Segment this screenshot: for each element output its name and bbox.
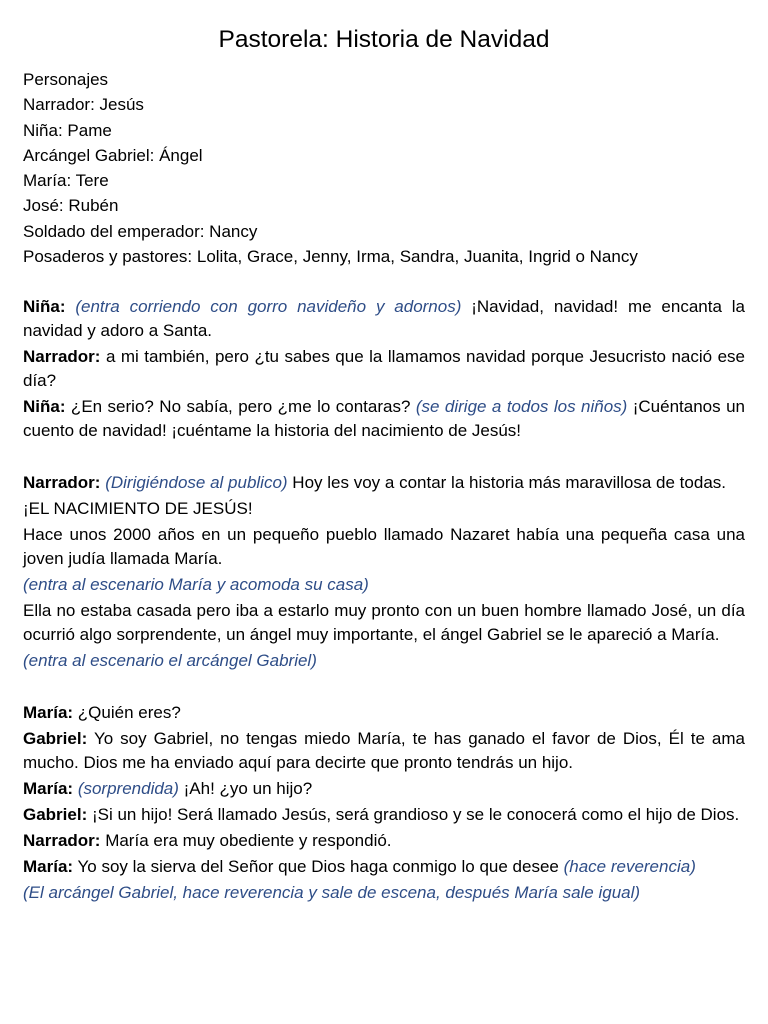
script-line bbox=[23, 295, 745, 343]
speaker-name: Narrador: bbox=[23, 347, 101, 367]
speaker-name: Niña: bbox=[23, 297, 66, 317]
speaker-name: Gabriel: bbox=[23, 729, 88, 749]
script-line bbox=[23, 497, 745, 521]
dialogue-text: ¡Navidad, navidad! me encanta la navidad y adoro a Santa. bbox=[23, 297, 745, 341]
script-line bbox=[23, 701, 745, 725]
cast-item: Posaderos y pastores: Lolita, Grace, Jenny, Irma, Sandra, Juanita, Ingrid o Nancy bbox=[23, 247, 638, 267]
script-line bbox=[23, 649, 745, 673]
speaker-name: María: bbox=[23, 857, 74, 877]
stage-direction: (entra al escenario María y acomoda su casa) bbox=[23, 575, 369, 595]
section-heading: ¡EL NACIMIENTO DE JESÚS! bbox=[23, 499, 253, 519]
script-body bbox=[23, 295, 745, 905]
stage-direction: (El arcángel Gabriel, hace reverencia y sale de escena, después María sale igual) bbox=[23, 883, 641, 903]
stage-direction: (entra al escenario el arcángel Gabriel) bbox=[23, 651, 317, 671]
stage-direction: (hace reverencia) bbox=[563, 857, 696, 877]
dialogue-text: ¿Quién eres? bbox=[73, 703, 181, 723]
script-line bbox=[23, 523, 745, 571]
speaker-name: Niña: bbox=[23, 397, 66, 417]
script-line bbox=[23, 829, 745, 853]
script-line bbox=[23, 599, 745, 647]
dialogue-text: Yo soy la sierva del Señor que Dios haga conmigo lo que desee bbox=[73, 857, 564, 877]
script-line bbox=[23, 395, 745, 443]
stage-direction: (Dirigiéndose al publico) bbox=[105, 473, 288, 493]
dialogue-text: ¡Ah! ¿yo un hijo? bbox=[178, 779, 313, 799]
dialogue-text: ¿En serio? No sabía, pero ¿me lo contaras? bbox=[65, 397, 416, 417]
document-title: Pastorela: Historia de Navidad bbox=[218, 26, 550, 53]
script-line bbox=[23, 803, 745, 827]
dialogue-text: Hoy les voy a contar la historia más maravillosa de todas. bbox=[287, 473, 726, 493]
speaker-name: Narrador: bbox=[23, 831, 101, 851]
stage-direction: (entra corriendo con gorro navideño y adornos) bbox=[75, 297, 462, 317]
stage-direction: (sorprendida) bbox=[77, 779, 179, 799]
speaker-name: María: bbox=[23, 779, 74, 799]
cast-item: Arcángel Gabriel: Ángel bbox=[23, 145, 203, 165]
cast-item: José: Rubén bbox=[23, 196, 119, 216]
narration-text: Hace unos 2000 años en un pequeño pueblo llamado Nazaret había una pequeña casa una joven judía llamada María. bbox=[23, 525, 745, 569]
dialogue-text: Yo soy Gabriel, no tengas miedo María, te has ganado el favor de Dios, Él te ama mucho. Dios me ha enviado aquí para decirte que pronto tendrás un hijo. bbox=[23, 729, 745, 773]
script-line bbox=[23, 727, 745, 775]
script-line bbox=[23, 471, 745, 495]
narration-text: Ella no estaba casada pero iba a estarlo muy pronto con un buen hombre llamado José, un día ocurrió algo sorprendente, un ángel muy importante, el ángel Gabriel se le apareció a María. bbox=[23, 601, 745, 645]
dialogue-text: a mi también, pero ¿tu sabes que la llamamos navidad porque Jesucristo nació ese día? bbox=[23, 347, 745, 391]
cast-item: María: Tere bbox=[23, 171, 109, 191]
dialogue-text: María era muy obediente y respondió. bbox=[100, 831, 392, 851]
cast-heading: Personajes bbox=[23, 70, 109, 89]
cast-item: Narrador: Jesús bbox=[23, 95, 144, 115]
stage-direction: (se dirige a todos los niños) bbox=[415, 397, 628, 417]
script-line bbox=[23, 881, 745, 905]
dialogue-text: ¡Si un hijo! Será llamado Jesús, será grandioso y se le conocerá como el hijo de Dios. bbox=[87, 805, 740, 825]
script-line bbox=[23, 345, 745, 393]
speaker-name: María: bbox=[23, 703, 74, 723]
cast-item: Niña: Pame bbox=[23, 120, 112, 140]
cast-item: Soldado del emperador: Nancy bbox=[23, 221, 258, 241]
speaker-name: Narrador: bbox=[23, 473, 101, 493]
cast-list bbox=[23, 67, 745, 269]
dialogue-text: ¡Cuéntanos un cuento de navidad! ¡cuéntame la historia del nacimiento de Jesús! bbox=[23, 397, 745, 441]
speaker-name: Gabriel: bbox=[23, 805, 88, 825]
script-line bbox=[23, 777, 745, 801]
script-line bbox=[23, 573, 745, 597]
script-line bbox=[23, 855, 745, 879]
